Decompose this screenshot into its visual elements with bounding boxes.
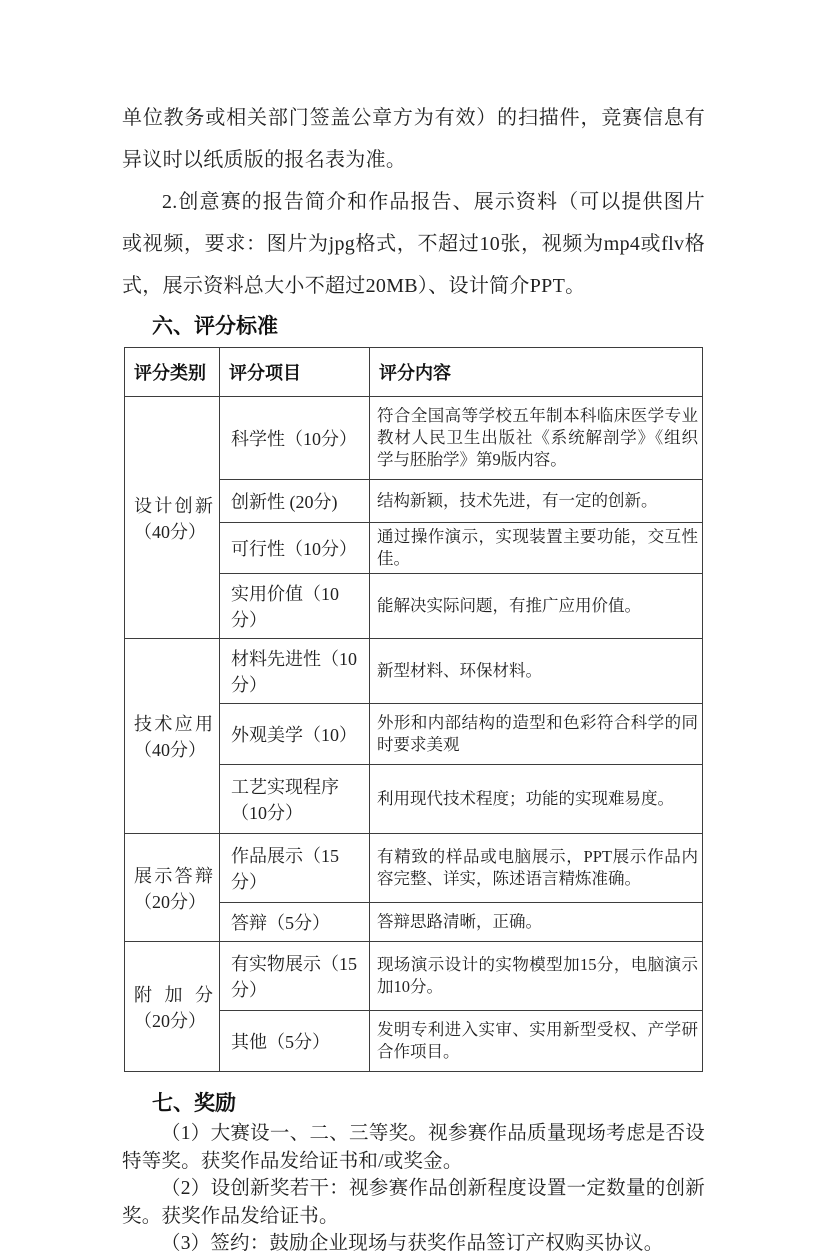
item-cell: 作品展示（15分） [220, 834, 370, 903]
content-cell: 发明专利进入实审、实用新型受权、产学研合作项目。 [370, 1011, 703, 1072]
section-7-awards [122, 1088, 705, 1258]
table-row [125, 942, 703, 1011]
intro-paragraph-2: 2.创意赛的报告简介和作品报告、展示资料（可以提供图片或视频，要求：图片为jpg格式，不超过10张，视频为mp4或flv格式，展示资料总大小不超过20MB）、设计简介PPT。 [122, 191, 705, 297]
header-cell-content: 评分内容 [370, 348, 703, 397]
item-cell: 工艺实现程序（10分） [220, 765, 370, 834]
content-cell: 答辩思路清晰，正确。 [370, 903, 703, 942]
content-cell: 能解决实际问题，有推广应用价值。 [370, 574, 703, 639]
content-cell: 新型材料、环保材料。 [370, 639, 703, 704]
content-cell: 外形和内部结构的造型和色彩符合科学的同时要求美观 [370, 704, 703, 765]
content-cell: 现场演示设计的实物模型加15分，电脑演示加10分。 [370, 942, 703, 1011]
section-6-heading: 六、评分标准 [152, 314, 278, 338]
item-cell: 外观美学（10） [220, 704, 370, 765]
category-cell-bonus-points: 附加分（20分） [125, 942, 220, 1072]
item-cell: 答辩（5分） [220, 903, 370, 942]
item-cell: 实用价值（10分） [220, 574, 370, 639]
scoring-criteria-table [124, 347, 703, 1072]
item-cell: 有实物展示（15分） [220, 942, 370, 1011]
table-row [125, 397, 703, 480]
content-cell: 结构新颖，技术先进，有一定的创新。 [370, 480, 703, 523]
table-header-row [125, 348, 703, 397]
item-cell: 创新性 (20分) [220, 480, 370, 523]
section-7-heading: 七、奖励 [152, 1091, 236, 1115]
content-cell: 通过操作演示，实现装置主要功能，交互性佳。 [370, 523, 703, 574]
content-cell: 利用现代技术程度；功能的实现难易度。 [370, 765, 703, 834]
intro-paragraph-continuation: 单位教务或相关部门签盖公章方为有效）的扫描件，竞赛信息有异议时以纸质版的报名表为准。 [122, 107, 705, 171]
content-cell: 符合全国高等学校五年制本科临床医学专业教材人民卫生出版社《系统解剖学》《组织学与胚胎学》第9版内容。 [370, 397, 703, 480]
category-cell-design-innovation: 设计创新（40分） [125, 397, 220, 639]
table-row [125, 834, 703, 903]
table-row [125, 639, 703, 704]
header-cell-item: 评分项目 [220, 348, 370, 397]
item-cell: 可行性（10分） [220, 523, 370, 574]
item-cell: 科学性（10分） [220, 397, 370, 480]
award-paragraph-1: （1）大赛设一、二、三等奖。视参赛作品质量现场考虑是否设特等奖。获奖作品发给证书和/或奖金。 [122, 1123, 705, 1172]
header-cell-category: 评分类别 [125, 348, 220, 397]
item-cell: 其他（5分） [220, 1011, 370, 1072]
category-cell-presentation-defense: 展示答辩（20分） [125, 834, 220, 942]
award-paragraph-3: （3）签约：鼓励企业现场与获奖作品签订产权购买协议。 [161, 1233, 664, 1254]
content-cell: 有精致的样品或电脑展示，PPT展示作品内容完整、详实，陈述语言精炼准确。 [370, 834, 703, 903]
award-paragraph-2: （2）设创新奖若干：视参赛作品创新程度设置一定数量的创新奖。获奖作品发给证书。 [122, 1178, 705, 1227]
item-cell: 材料先进性（10分） [220, 639, 370, 704]
category-cell-tech-application: 技术应用（40分） [125, 639, 220, 834]
